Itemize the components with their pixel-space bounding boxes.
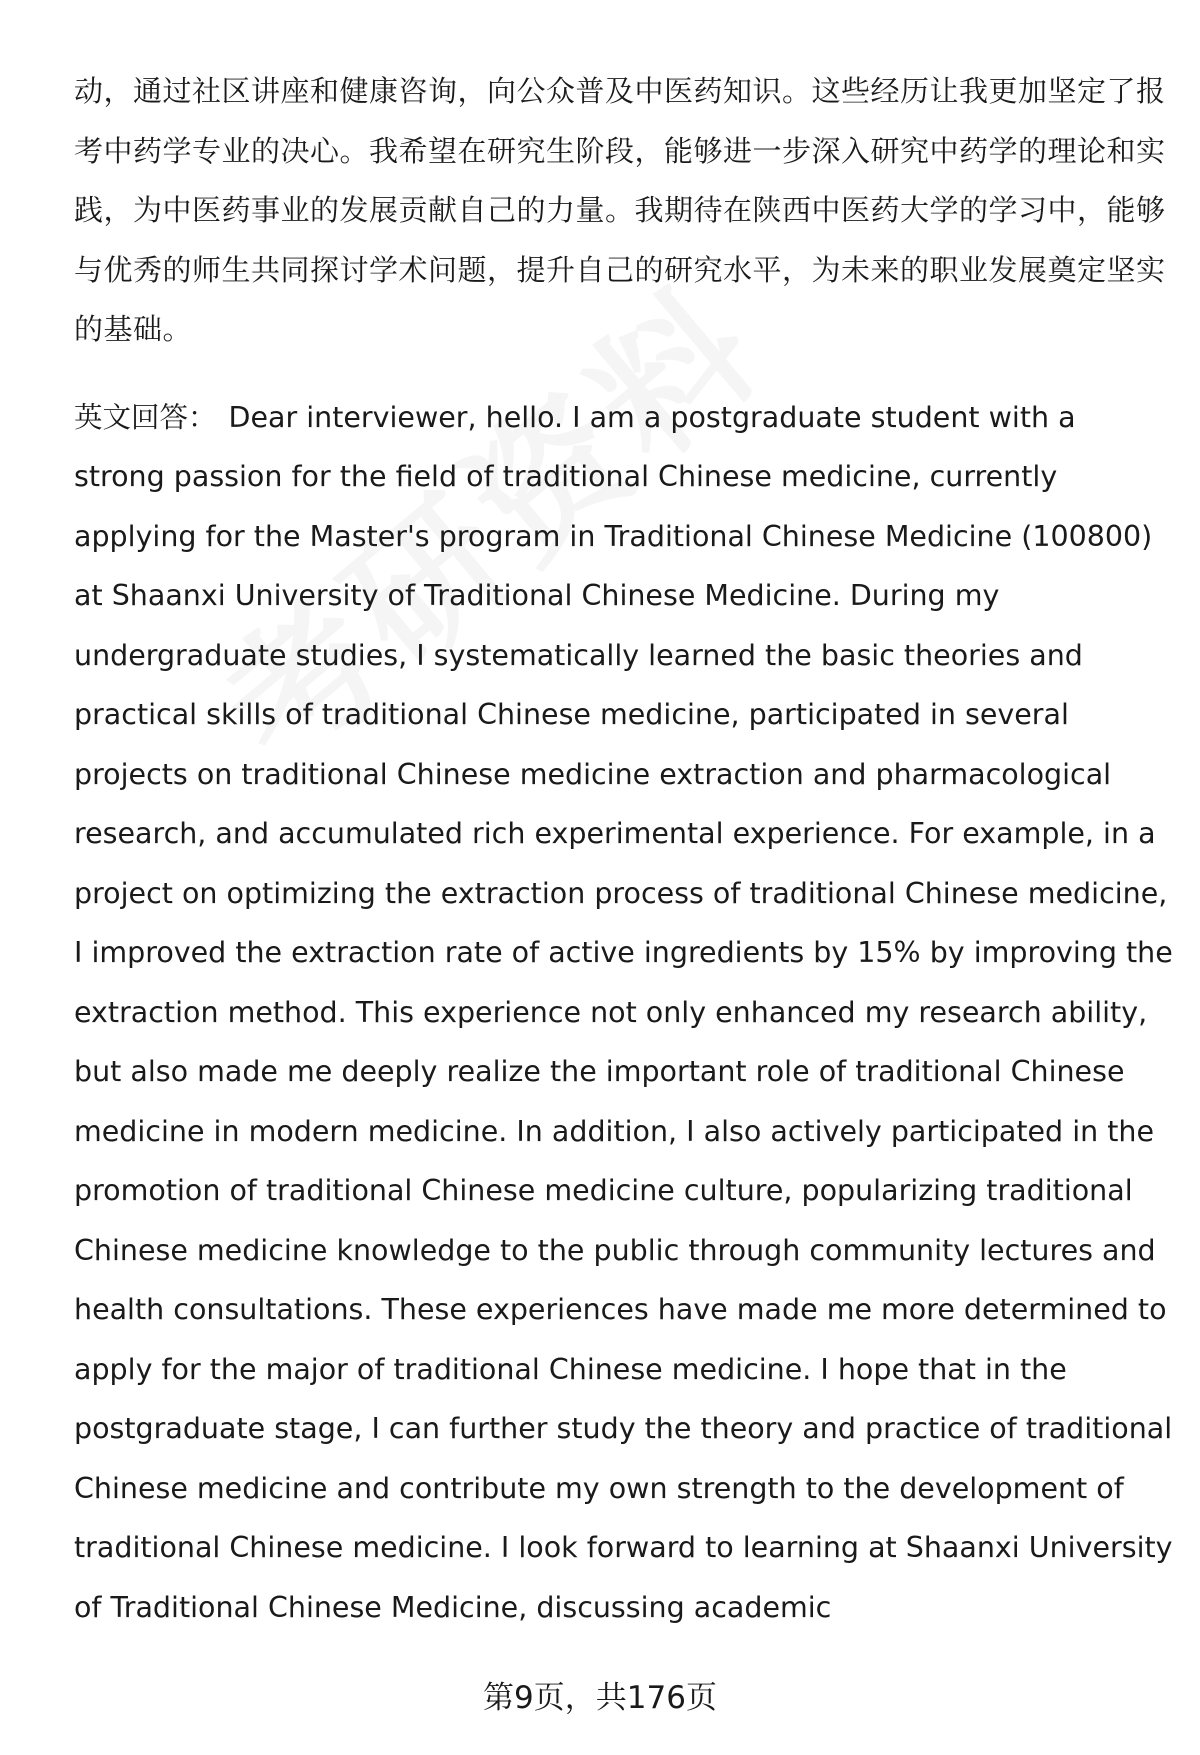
- english-answer-text: Dear interviewer, hello. I am a postgraduate student with a strong passion for the field of traditional Chinese medicine, currently applying for the Master's program in Traditional Chinese Medicine (100800) at Shaanxi University of Traditional Chinese Medicine. During my undergraduate studies, I systematically learned the basic theories and practical skills of traditional Chinese medicine, participated in several projects on traditional Chinese medicine extraction and pharmacological research, and accumulated rich experimental experience. For example, in a project on optimizing the extraction process of traditional Chinese medicine, I improved the extraction rate of active ingredients by 15% by improving the extraction method. This experience not only enhanced my research ability, but also made me deeply realize the important role of traditional Chinese medicine in modern medicine. In addition, I also actively participated in the promotion of traditional Chinese medicine culture, popularizing traditional Chinese medicine knowledge to the public through community lectures and health consultations. These experiences have made me more determined to apply for the major of traditional Chinese medicine. I hope that in the postgraduate stage, I can further study the theory and practice of traditional Chinese medicine and contribute my own strength to the development of traditional Chinese medicine. I look forward to learning at Shaanxi University of Traditional Chinese Medicine, discussing academic: [74, 400, 1173, 1624]
- chinese-answer-paragraph: 动，通过社区讲座和健康咨询，向公众普及中医药知识。这些经历让我更加坚定了报考中药学专业的决心。我希望在研究生阶段，能够进一步深入研究中药学的理论和实践，为中医药事业的发展贡献自己的力量。我期待在陕西中医药大学的学习中，能够与优秀的师生共同探讨学术问题，提升自己的研究水平，为未来的职业发展奠定坚实的基础。: [74, 74, 1166, 346]
- english-answer-label: 英文回答：: [74, 400, 217, 434]
- english-answer-paragraph: [74, 388, 1174, 1638]
- page-content: [74, 62, 1174, 1637]
- page-number: 第9页，共176页: [483, 1680, 717, 1716]
